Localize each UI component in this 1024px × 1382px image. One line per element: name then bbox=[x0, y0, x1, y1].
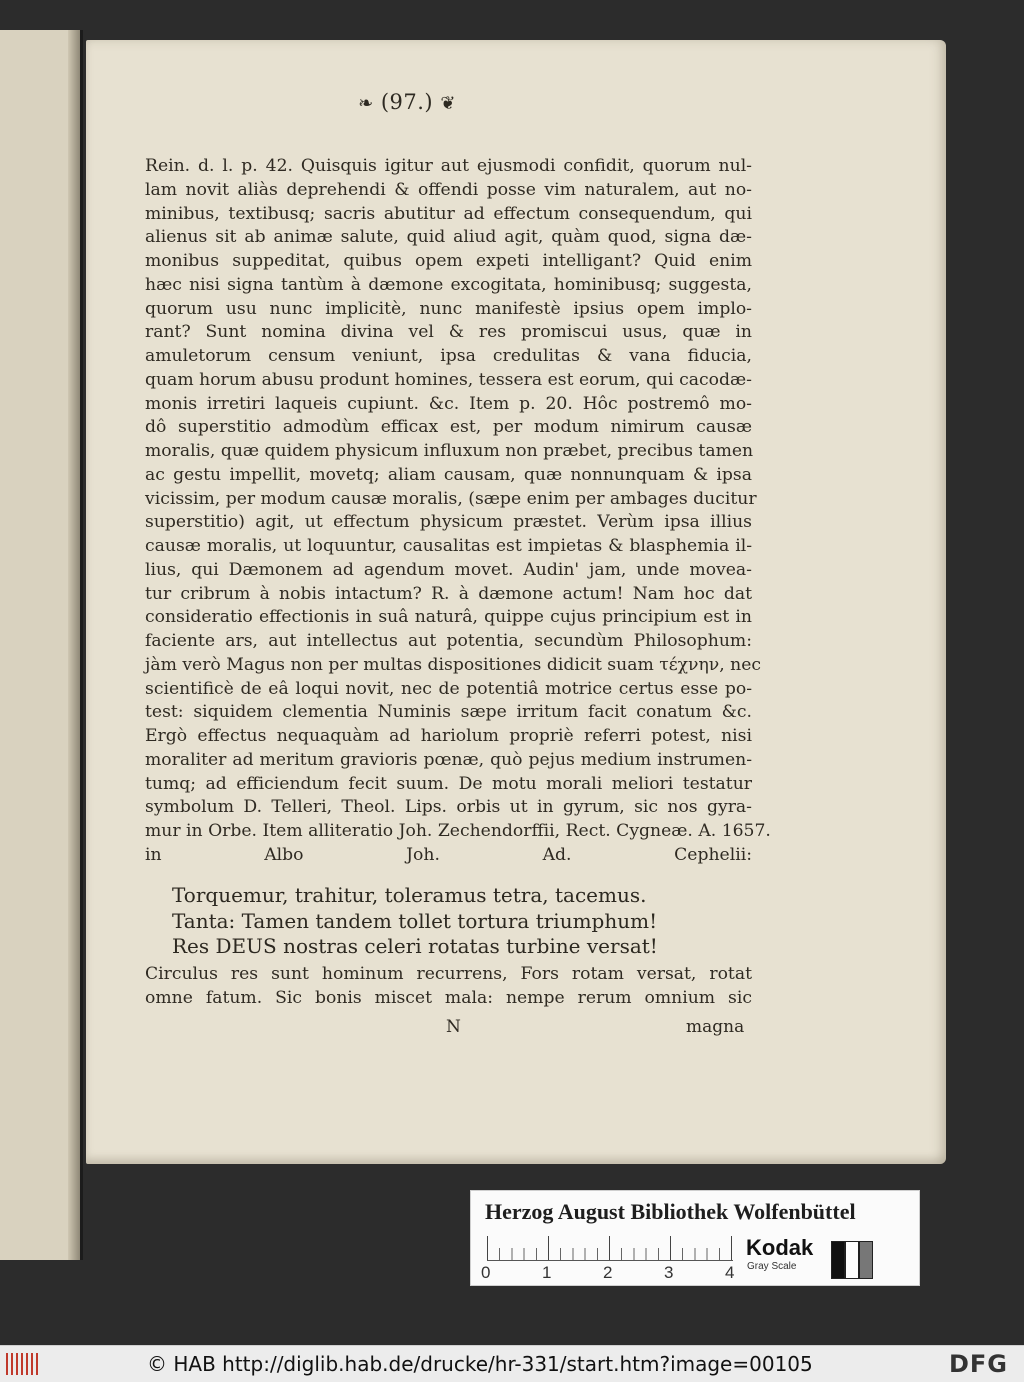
text-line: tur cribrum à nobis intactum? R. à dæmone actum! Nam hoc dat bbox=[145, 583, 752, 604]
text-line: moraliter ad meritum gravioris pœnæ, quò pejus medium instrumen- bbox=[145, 749, 752, 770]
color-target bbox=[470, 1190, 920, 1286]
page-number: (97.) bbox=[380, 90, 434, 114]
ruler-major-tick bbox=[670, 1236, 671, 1260]
text-line: test: siquidem clementia Numinis sæpe irritum facit conatum &c. bbox=[145, 702, 752, 723]
text-line: faciente ars, aut intellectus aut potentia, secundùm Philosophum: bbox=[145, 631, 752, 651]
text-line: Ergò effectus nequaquàm ad hariolum propriè referri potest, nisi bbox=[145, 726, 752, 746]
text-line: amuletorum censum veniunt, ipsa credulitas & vana fiducia, bbox=[145, 346, 752, 366]
text-line: Rein. d. l. p. 42. Quisquis igitur aut ejusmodi confidit, quorum nul- bbox=[145, 156, 752, 176]
text-line: monis irretiri laqueis cupiunt. &c. Item p. 20. Hôc postremô mo- bbox=[145, 393, 752, 414]
kodak-subtitle: Gray Scale bbox=[747, 1261, 797, 1272]
text-line: tumq; ad efficiendum fecit suum. De motu morali meliori testatur bbox=[145, 773, 752, 794]
text-line: lam novit aliàs deprehendi & offendi posse vim naturalem, aut no- bbox=[145, 179, 752, 200]
text-line: omne fatum. Sic bonis miscet mala: nempe rerum omnium sic bbox=[145, 987, 752, 1008]
ruler-number: 3 bbox=[664, 1263, 674, 1282]
hab-logo-icon[interactable] bbox=[6, 1353, 40, 1375]
text-line: ac gestu impellit, movetq; aliam causam, quæ nonnunquam & ipsa bbox=[145, 464, 752, 485]
text-line: causæ moralis, ut loquuntur, causalitas est impietas & blasphemia il- bbox=[145, 536, 752, 556]
page-fold bbox=[68, 30, 80, 1260]
signature-mark: N bbox=[446, 1017, 461, 1037]
closing-text bbox=[145, 963, 752, 1011]
previous-page-edge bbox=[0, 30, 83, 1260]
ruler-major-tick bbox=[487, 1236, 488, 1260]
footer-bar bbox=[0, 1345, 1024, 1382]
ornament-left-icon: ❧ bbox=[358, 93, 374, 114]
dfg-logo[interactable]: DFG bbox=[948, 1350, 1008, 1378]
ruler-major-tick bbox=[609, 1236, 610, 1260]
ruler-number: 1 bbox=[542, 1263, 552, 1282]
permalink-text[interactable]: © HAB http://diglib.hab.de/drucke/hr-331/start.htm?image=00105 bbox=[147, 1352, 813, 1376]
text-line: quam horum abusu produnt homines, tessera est eorum, qui cacodæ- bbox=[145, 369, 752, 390]
text-line: jàm verò Magus non per multas dispositiones didicit suam τέχνην, nec bbox=[145, 654, 762, 675]
ruler-number: 0 bbox=[481, 1263, 491, 1282]
text-line: dô superstitio admodùm efficax est, per modum nimirum causæ bbox=[145, 417, 752, 438]
body-text bbox=[145, 155, 771, 868]
verse-block bbox=[172, 883, 772, 960]
verse-line: Res DEUS nostras celeri rotatas turbine versat! bbox=[172, 934, 658, 958]
kodak-logo: Kodak bbox=[746, 1235, 814, 1260]
gray-swatches bbox=[831, 1241, 873, 1277]
ruler-number: 2 bbox=[603, 1263, 613, 1282]
text-line: symbolum D. Telleri, Theol. Lips. orbis ut in gyrum, sic nos gyra- bbox=[145, 797, 752, 818]
text-line: moralis, quæ quidem physicum influxum non præbet, precibus tamen bbox=[145, 441, 754, 461]
text-line: hæc nisi signa tantùm à dæmone excogitata, hominibusq; suggesta, bbox=[145, 274, 752, 295]
text-line: superstitio) agit, ut effectum physicum præstet. Verùm ipsa illius bbox=[145, 512, 752, 533]
ruler-major-tick bbox=[548, 1236, 549, 1260]
text-line: Circulus res sunt hominum recurrens, Fors rotam versat, rotat bbox=[145, 964, 752, 984]
text-line: lius, qui Dæmonem ad agendum movet. Audin' jam, unde movea- bbox=[145, 559, 752, 580]
ruler-major-tick bbox=[731, 1236, 732, 1260]
page-header bbox=[292, 90, 522, 114]
gray-swatch bbox=[859, 1241, 873, 1279]
ornament-right-icon: ❦ bbox=[440, 93, 456, 114]
gray-swatch bbox=[831, 1241, 845, 1279]
text-line: scientificè de eâ loqui novit, nec de potentiâ motrice certus esse po- bbox=[145, 678, 752, 699]
ruler-numbers bbox=[481, 1263, 741, 1283]
text-line: monibus suppeditat, quibus opem expeti intelligant? Quid enim bbox=[145, 251, 752, 271]
text-line: vicissim, per modum causæ moralis, (sæpe enim per ambages ducitur bbox=[145, 488, 757, 509]
text-line: rant? Sunt nomina divina vel & res promiscui usus, quæ in bbox=[145, 322, 752, 343]
text-line: in Albo Joh. Ad. Cephelii: bbox=[145, 844, 752, 865]
verse-line: Torquemur, trahitur, toleramus tetra, tacemus. bbox=[172, 883, 647, 907]
ruler-number: 4 bbox=[725, 1263, 735, 1282]
text-line: alienus sit ab animæ salute, quid aliud agit, quàm quod, signa dæ- bbox=[145, 227, 752, 248]
text-line: quorum usu nunc implicitè, nunc manifestè ipsius opem implo- bbox=[145, 298, 752, 319]
text-line: minibus, textibusq; sacris abutitur ad effectum consequendum, qui bbox=[145, 203, 752, 224]
text-line: consideratio effectionis in suâ naturâ, quippe cujus principium est in bbox=[145, 607, 752, 628]
ruler-scale bbox=[487, 1236, 733, 1261]
gray-swatch bbox=[845, 1241, 859, 1279]
catchword: magna bbox=[686, 1017, 745, 1037]
target-title: Herzog August Bibliothek Wolfenbüttel bbox=[485, 1199, 856, 1224]
text-line: mur in Orbe. Item alliteratio Joh. Zechendorffii, Rect. Cygneæ. A. 1657. bbox=[145, 821, 771, 841]
verse-line: Tanta: Tamen tandem tollet tortura triumphum! bbox=[172, 908, 658, 933]
